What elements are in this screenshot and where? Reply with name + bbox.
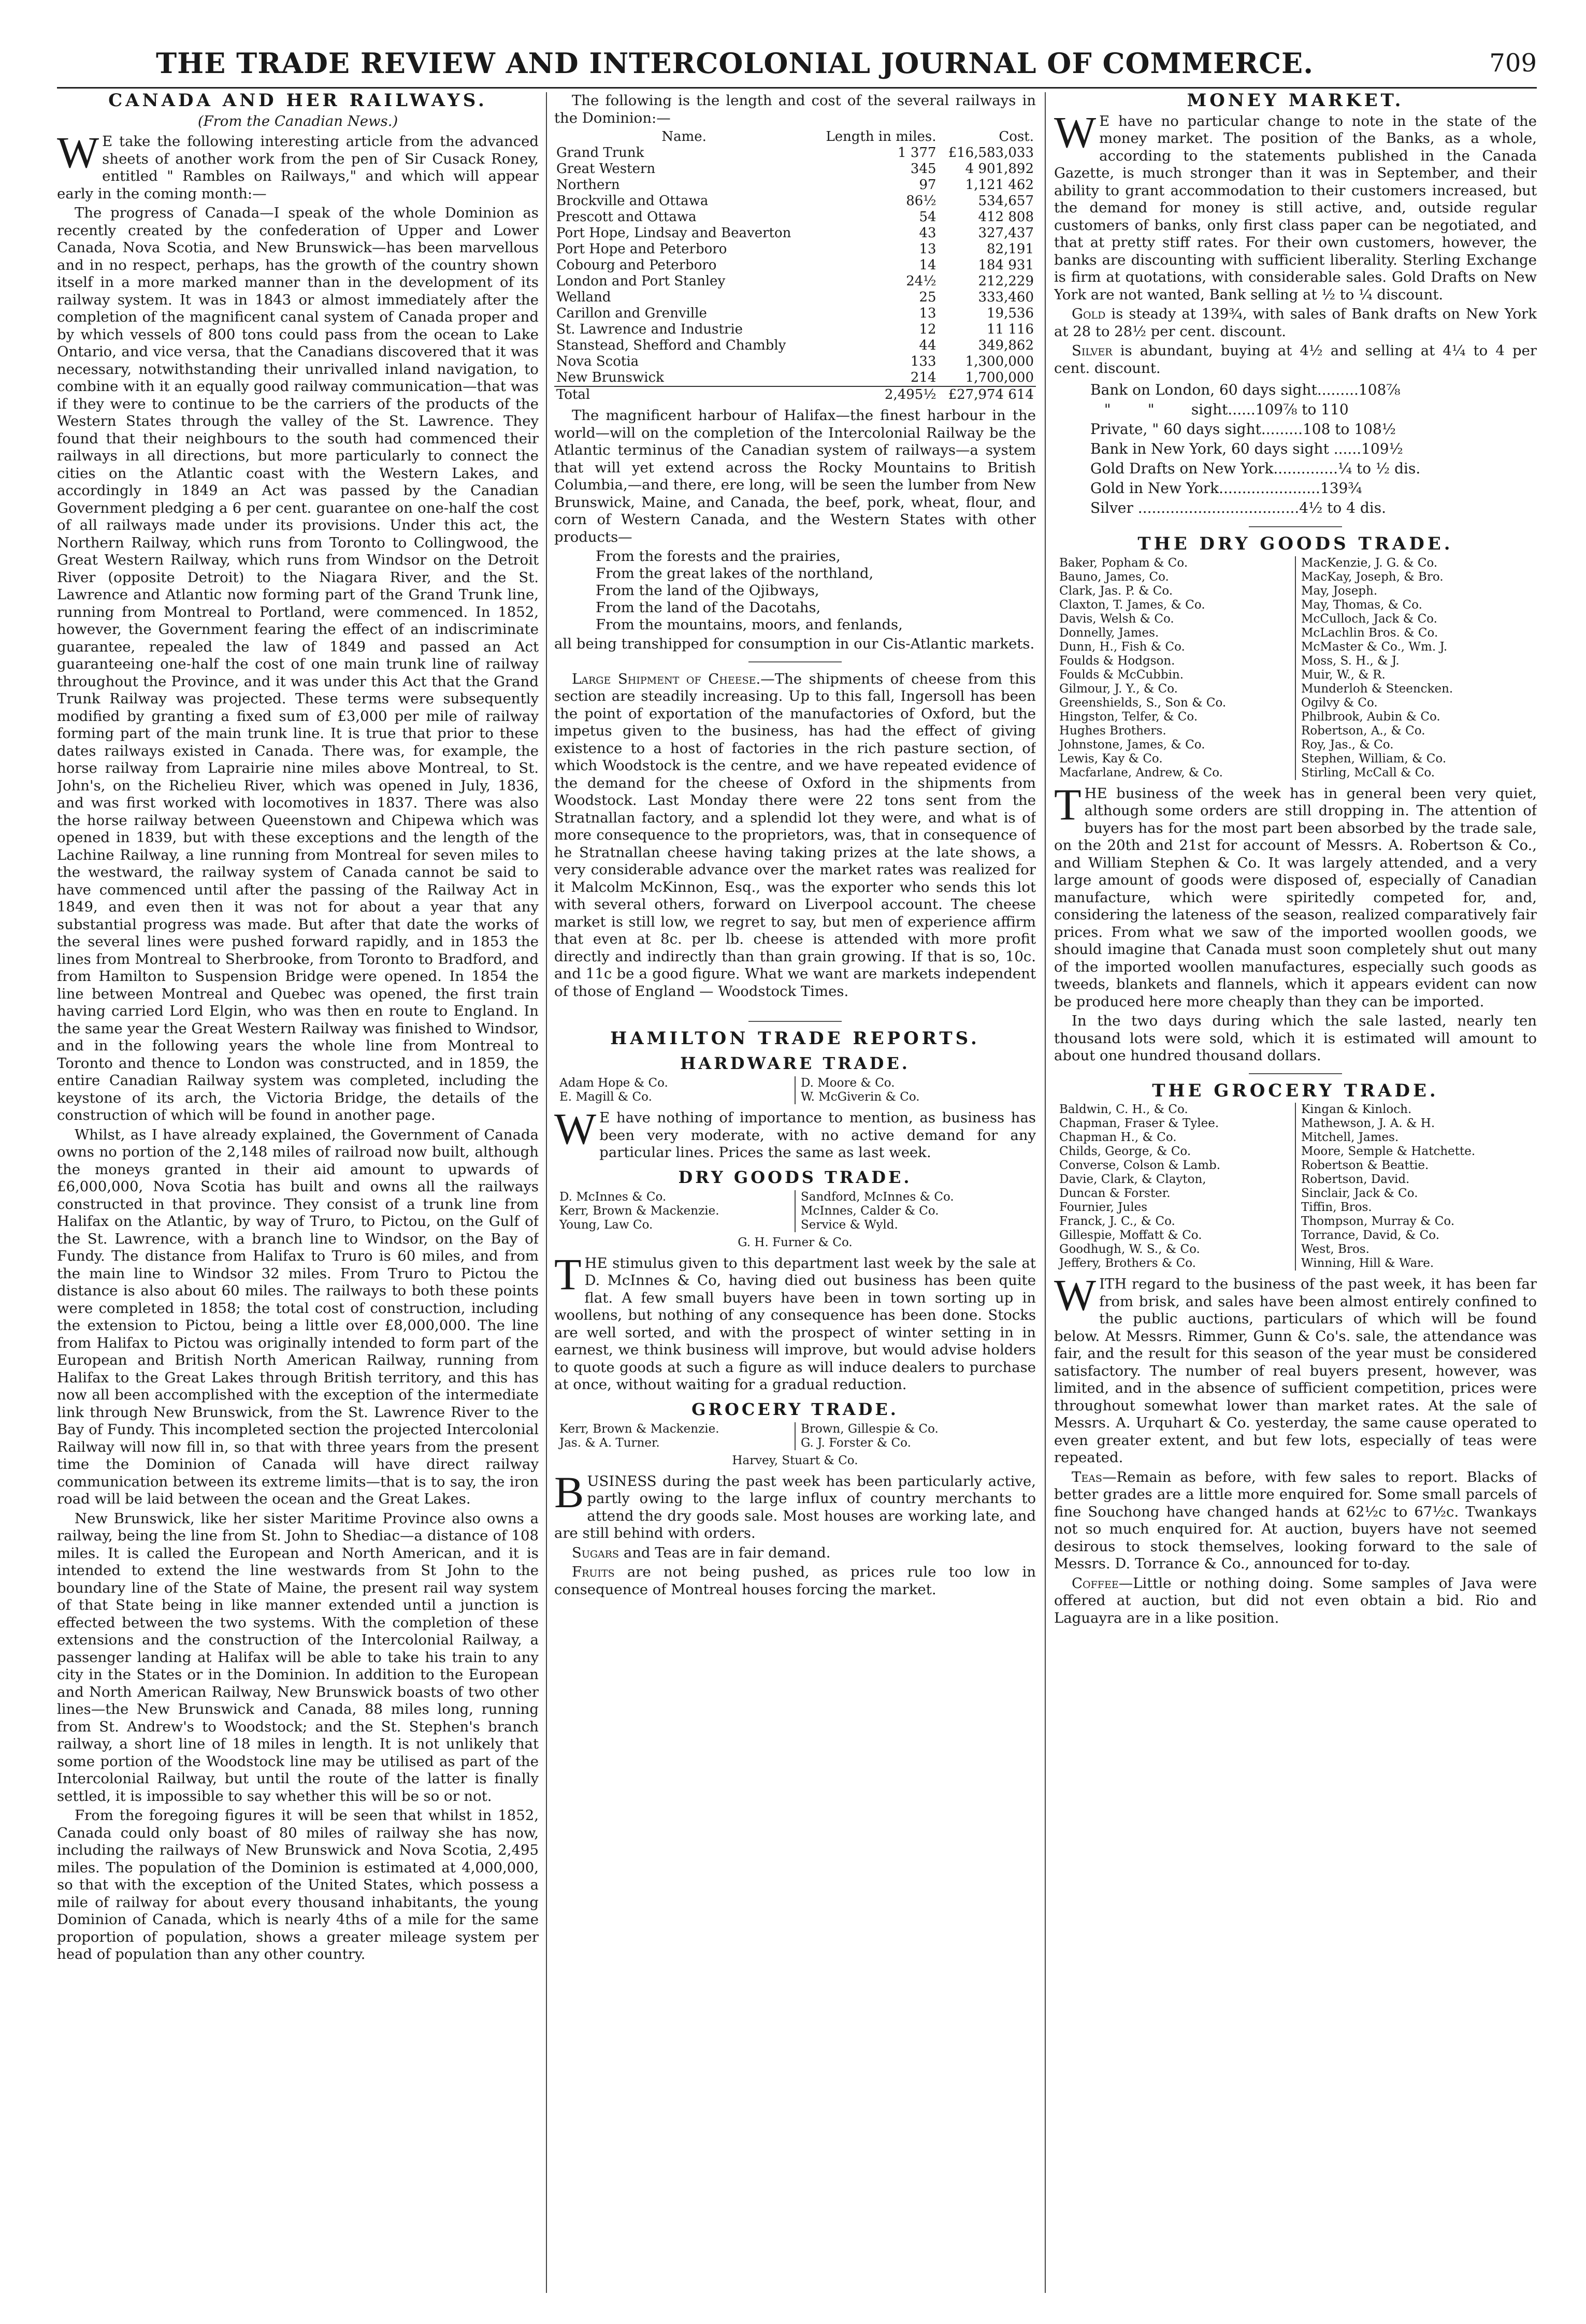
article-source: (From the Canadian News.): [197, 112, 398, 129]
firm-name: Clark, Jas. P. & Co.: [1059, 584, 1173, 598]
drop-cap: W: [554, 1104, 597, 1153]
hardware-title: HARDWARE TRADE.: [680, 1053, 910, 1073]
firm-name: MacKenzie, J. G. & Co.: [1301, 556, 1438, 570]
article-paragraph: Teas—Remain as before, with few sales to report. Blacks of better grades are a little more enquired for. Some small parcels of fine Souchong have changed hands at 62½c to 67½c. Twankays not so much enquired for. At auction, buyers have not seemed desirous to stock themselves, looking forward to the sale of Messrs. D. Torrance & Co., announced for to-day.: [1054, 1468, 1537, 1572]
firm-name: Jeffery, Brothers & Co.: [1059, 1257, 1196, 1270]
firm-name: Childs, George, & Co.: [1059, 1145, 1191, 1158]
poem-line: From the land of the Ojibways,: [596, 582, 819, 599]
journal-title: THE TRADE REVIEW AND INTERCOLONIAL JOURNAL OF COMMERCE.: [155, 47, 1314, 80]
article-title-canada-railways: CANADA AND HER RAILWAYS.: [108, 92, 487, 111]
firm-name: Kingan & Kinloch.: [1301, 1103, 1412, 1116]
firm-name: Bauno, James, Co.: [1059, 570, 1169, 584]
table-header: Cost.: [999, 129, 1034, 145]
table-row: Grand Trunk 1 377 £16,583,033: [556, 145, 1034, 161]
article-paragraph: Coffee—Little or nothing doing. Some samples of Java were offered at auction, but did not even obtain a bid. Rio and Laguayra are in a like position.: [1054, 1575, 1537, 1626]
table-row: Carillon and Grenville 13 19,536: [556, 306, 1034, 321]
firm-name: Sinclair, Jack & Co.: [1301, 1187, 1418, 1200]
firm-name: Hughes Brothers.: [1059, 724, 1166, 738]
firm-list-bottom: Harvey, Stuart & Co.: [732, 1454, 858, 1467]
firm-name: Dunn, H., Fish & Co.: [1059, 640, 1185, 654]
grocery-trade-title: THE GROCERY TRADE.: [1152, 1080, 1439, 1101]
article-paragraph: Whilst, as I have already explained, the Government of Canada owns no portion of the 2,148 miles of railroad now built, although the moneys granted in their aid amount to upwards of £6,000,000, Nova Scotia has built and owns all the railways constructed in that province. They consist of a trunk line from Halifax on the Atlantic, by way of Truro, to Pictou, on the Gulf of the St. Lawrence, with a branch line to Windsor, on the Bay of Fundy. The distance from Halifax to Truro is 60 miles, and from the main line to Windsor 32 miles. From Truro to Pictou the distance is also about 60 miles. The railways to both these points were completed in 1858; the total cost of construction, including the extension to Pictou, being a little over £8,000,000. The line from Halifax to Pictou was originally intended to form part of the European and British North American Railway, running from Halifax to the Great Lakes through British territory, and this has now all been accomplished with the exception of the intermediate link through New Brunswick, from the St. Lawrence River to the Bay of Fundy. This incompleted section the projected Intercolonial Railway will now fill in, so that with three years from the present time the Dominion of Canada will have direct railway communication between its extreme limits—that is to say, the iron road will be laid between the ocean and the Great Lakes.: [57, 1126, 539, 1507]
firm-name: Stephen, William, & Co.: [1301, 752, 1447, 766]
divider: [1249, 1073, 1342, 1074]
article-paragraph: Silver is abundant, buying at 4½ and selling at 4¼ to 4 per cent. discount.: [1054, 342, 1537, 377]
firm-name: Goodhugh, W. S., & Co.: [1059, 1243, 1200, 1256]
table-row: St. Lawrence and Industrie 12 11 116: [556, 322, 1034, 337]
table-header: Name.: [661, 129, 707, 145]
poem-line: From the great lakes of the northland,: [596, 565, 874, 582]
firm-name: Mitchell, James.: [1301, 1131, 1399, 1144]
article-paragraph: THE stimulus given to this department last week by the sale at D. McInnes & Co, having died out business has been quite flat. A few small buyers have been in town sorting up in woollens, but nothing of any consequence has been done. Stocks are well sorted, and with the prospect of winter setting in in earnest, we think business will improve, but would advise holders to quote goods at such a figure as will induce dealers to purchase at once, without waiting for a gradual reduction.: [554, 1249, 1036, 1393]
exchange-rates: Bank on London, 60 days sight.........108⅞ " " sight......109⅞ to 110 Private, " 60 days sight.........108 to 108½ Bank in New York, 60 days sight ......109½ Gold Drafts on New York..............¼ to ½ dis. Gold in New York......................139¾ Silver ...................................4½ to 4 dis.: [1090, 381, 1421, 516]
article-paragraph: New Brunswick, like her sister Maritime Province also owns a railway, being the line from St. John to Shediac—a distance of 108 miles. It is called the European and North American, and it is intended to extend the line westwards from St John to the boundary line of the State of Maine, the present rail way system of that State being in like manner extended until a junction is effected between the two systems. With the completion of these extensions and the construction of the Intercolonial Railway, a passenger landing at Halifax will be able to take his train to any city in the States or in the Dominion. In addition to the European and North American Railway, New Brunswick boasts of two other lines—the New Brunswick and Canada, 88 miles long, running from St. Andrew's to Woodstock; and the St. Stephen's branch railway, a short line of 18 miles in length. It is not unlikely that some portion of the Woodstock line may be utilised as part of the Intercolonial Railway, but until the route of the latter is finally settled, it is impossible to say whether this will be so or not.: [57, 1510, 539, 1805]
firm-name: Macfarlane, Andrew, & Co.: [1059, 766, 1223, 780]
firm-name: McCulloch, Jack & Co.: [1301, 612, 1437, 626]
divider: [748, 661, 842, 662]
firm-name: Duncan & Forster.: [1059, 1187, 1171, 1200]
drop-cap: T: [1054, 779, 1082, 829]
article-paragraph: WITH regard to the business of the past week, it has been far from brisk, and sales have been almost entirely confined to the public auctions, particulars of which will be found below. At Messrs. Rimmer, Gunn & Co's. sale, the attendance was fair, and the result for this season of the year must be considered satisfactory. The number of real buyers present, however, was limited, and in the absence of sufficient competition, prices were throughout somewhat lower than market rates. At the sale of Messrs. A. Urquhart & Co. yesterday, the same cause operated to even greater extent, and but few lots, especially of teas were repeated.: [1054, 1270, 1537, 1466]
dry-goods-trade-title: THE DRY GOODS TRADE.: [1137, 533, 1453, 554]
firm-name: West, Bros.: [1301, 1243, 1369, 1256]
firm-name: Moss, S. H., & J.: [1301, 654, 1400, 668]
article-paragraph: all being transhipped for consumption in our Cis-Atlantic markets.: [554, 636, 1035, 652]
firm-name: Robertson & Beattie.: [1301, 1159, 1429, 1172]
firm-name: Roy, Jas., & Co.: [1301, 738, 1394, 752]
firm-name: Hingston, Telfer, & Co.: [1059, 710, 1198, 724]
article-paragraph: BUSINESS during the past week has been particularly active, partly owing to the large influx of country merchants to attend the dry goods sale. Most houses are working late, and are still behind with orders.: [554, 1467, 1036, 1541]
firm-name: Davie, Clark, & Clayton,: [1059, 1173, 1206, 1186]
firm-name: Johnstone, James, & Co.: [1059, 738, 1205, 752]
table-row: Nova Scotia 133 1,300,000: [556, 354, 1034, 369]
poem-line: From the mountains, moors, and fenlands,: [596, 616, 903, 633]
firm-name: Lewis, Kay & Co.: [1059, 752, 1163, 766]
firm-name: Muir, W., & R.: [1301, 668, 1386, 682]
drygoods-title: DRY GOODS TRADE.: [678, 1167, 912, 1187]
drop-cap: W: [1054, 1270, 1097, 1320]
firm-list: Kerr, Brown & Mackenzie. Jas. & A. Turner. Brown, Gillespie & Co. G. J. Forster & Co.: [554, 1422, 1036, 1450]
firm-name: MacKay, Joseph, & Bro.: [1301, 570, 1444, 584]
article-paragraph: The magnificent harbour of Halifax—the finest harbour in the world—will on the completion of the Intercolonial Railway be the Atlantic terminus of the Canadian system of railways—a system that will yet extend across the Rocky Mountains to British Columbia,—and there, ere long, will be seen the lumber from New Brunswick, Maine, and Canada, the beef, pork, wheat, flour, and corn of Western Canada, and the Western States with other products—: [554, 407, 1036, 545]
article-paragraph: From the foregoing figures it will be seen that whilst in 1852, Canada could only boast of 80 miles of railway she has now, including the railways of New Brunswick and Nova Scotia, 2,495 miles. The population of the Dominion is estimated at 4,000,000, so that with the exception of the United States, which possess a mile of railway for about every thousand inhabitants, the young Dominion of Canada, which is nearly 4ths of a mile for the same proportion of population, shows a greater mileage system per head of population than any other country.: [57, 1807, 539, 1962]
firm-name: Gillespie, Moffatt & Co.: [1059, 1229, 1202, 1242]
hamilton-title: HAMILTON TRADE REPORTS.: [610, 1028, 980, 1049]
firm-name: Thompson, Murray & Co.: [1301, 1215, 1455, 1228]
firm-name: Robertson, David.: [1301, 1173, 1410, 1186]
firm-name: Munderloh & Steencken.: [1301, 682, 1453, 696]
table-row: Port Hope and Peterboro 13 82,191: [556, 241, 1034, 257]
firm-list-bottom: G. H. Furner & Co.: [738, 1236, 853, 1249]
drop-cap: T: [554, 1249, 582, 1299]
table-row: Brockville and Ottawa 86½ 534,657: [556, 193, 1034, 209]
masthead: [57, 47, 1537, 89]
firm-name: Stirling, McCall & Co.: [1301, 766, 1435, 780]
firm-name: Baldwin, C. H., & Co.: [1059, 1103, 1188, 1116]
firm-name: Tiffin, Bros.: [1301, 1201, 1372, 1214]
firm-list: D. McInnes & Co. Kerr, Brown & Mackenzie. Young, Law Co. Sandford, McInnes & Co. McInnes, Calder & Co. Service & Wyld.: [554, 1190, 1036, 1232]
column-3: [1054, 92, 1537, 2293]
grocery-title: GROCERY TRADE.: [691, 1399, 899, 1419]
firm-name: Claxton, T. James, & Co.: [1059, 598, 1205, 612]
drop-cap: W: [57, 127, 99, 177]
table-row: Cobourg and Peterboro 14 184 931: [556, 257, 1034, 273]
column-rule: [1045, 92, 1046, 2293]
firm-name: Torrance, David, & Co.: [1301, 1229, 1440, 1242]
article-paragraph: W E take the following interesting article from the advanced sheets of another work from the pen of Sir Cusack Roney, entitled " Rambles on Railways," and which will appear early in the coming month:—: [57, 127, 539, 202]
firm-name: Robertson, A., & Co.: [1301, 724, 1425, 738]
railway-table: [554, 129, 1036, 403]
table-row: Port Hope, Lindsay and Beaverton 43 327,437: [556, 225, 1034, 241]
firm-name: McLachlin Bros. & Co.: [1301, 626, 1438, 640]
firm-name: Gilmour, J. Y., & Co.: [1059, 682, 1178, 696]
divider: [1249, 526, 1342, 527]
article-paragraph: In the two days during which the sale lasted, nearly ten thousand lots were sold, which it is estimated will amount to about one hundred thousand dollars.: [1054, 1013, 1537, 1064]
article-paragraph: The progress of Canada—I speak of the whole Dominion as recently created by the confederation of Upper and Lower Canada, Nova Scotia, and New Brunswick—has been marvellous and in no respect, perhaps, has the growth of the country shown itself in a more marked manner than in the development of its railway system. It was in 1843 or almost immediately after the completion of the magnificent canal system of Canada proper and by which vessels of 800 tons could pass from the ocean to Lake Ontario, and vice versa, that the Canadians discovered that it was necessary, notwithstanding their unrivalled inland navigation, to combine with it an equally good railway communication—that was if they were to continue to be the carriers of the products of the Western States through the valley of the St. Lawrence. They found that their neighbours to the south had commenced their railways in all directions, but more particularly to connect the cities on the Atlantic coast with the Western Lakes, and accordingly in 1849 an Act was passed by the Canadian Government pledging a 6 per cent. guarantee on one-half the cost of all railways made under its provisions. Under this act, the Northern Railway, which runs from Toronto to Collingwood, the Great Western Railway, which runs from Windsor on the Detroit River (opposite Detroit) to the Niagara River, and the St. Lawrence and Atlantic now forming part of the Grand Trunk line, running from Montreal to Portland, were commenced. In 1852, however, the Government fearing the effect of an indiscriminate guarantee, repealed the law of 1849 and passed an Act guaranteeing one-half the cost of one main trunk line of railway throughout the Province, and it was under this Act that the Grand Trunk Railway was projected. These terms were subsequently modified by granting a fixed sum of £3,000 per mile of railway forming part of the main trunk line. It is true that prior to these dates railways existed in Canada. There was, for example, the horse railway from Laprairie nine miles above Montreal, to St. John's, on the Richelieu River, which was opened in July, 1836, and was first worked with locomotives in 1837. There was also the horse railway between Queenstown and Chipewa which was opened in 1839, but with these exceptions and the length of the Lachine Railway, a line running from Montreal for seven miles to the westward, the railway system of Canada cannot be said to have commenced until after the passing of the Railway Act in 1849, and even then it was not for about a year that any substantial progress was made. But after that date the works of the several lines were pushed forward rapidly, and in 1853 the lines from Montreal to Sherbrooke, from Toronto to Bradford, and from Hamilton to Suspension Bridge were opened. In 1854 the line between Montreal and Quebec was opened, the first train having carried Lord Elgin, who was then en route to England. In the same year the Great Western Railway was finished to Windsor, and in the following years the whole line from Montreal to Toronto and thence to London was constructed, and in 1859, the entire Canadian Railway system was completed, including the keystone of its arch, the Victoria Bridge, the details of the construction of which will be found in another page.: [57, 205, 539, 1123]
firm-name: Winning, Hill & Ware.: [1301, 1257, 1434, 1270]
article-paragraph: The following is the length and cost of the several railways in the Dominion:—: [554, 92, 1036, 126]
table-total-row: Total 2,495½ £27,974 614: [554, 386, 1036, 403]
divider: [748, 1021, 842, 1022]
cheese-paragraph: Large Shipment of Cheese.—The shipments of cheese from this section are steadily increasing. Up to this fall, Ingersoll has been the point of exportation of the manufactories of Oxford, but the impetus given to the business, has had the effect of giving existence to a host of factories in the rich pasture section, of which Woodstock is the centre, and we have repeated evidence of the demand for the cheese of Oxford in the shipments from Woodstock. Last Monday there were 22 tons sent from the Stratnallan factory, and a splendid lot they were, and what is of more consequence to the proprietors, was, that in consequence of he Stratnallan cheese having taking prizes at the late shows, a very considerable advance over the market rates was realized for it Malcolm McKinnon, Esq., was the exporter who sends this lot with several others, forward on Liverpool account. The cheese market is still low, we regret to say, but men of experience affirm that even at 8c. per lb. cheese is attended with more profit directly and indirectly than than grain growing. If that is so, 10c. and 11c be a good figure. What we want are markets independent of those of England — Woodstock Times.: [554, 670, 1036, 1000]
firm-name: Moore, Semple & Hatchette.: [1301, 1145, 1476, 1158]
firm-name: Chapman H., & Co.: [1059, 1131, 1177, 1144]
firm-name: Philbrook, Aubin & Co.: [1301, 710, 1440, 724]
firm-name: Foulds & Hodgson.: [1059, 654, 1175, 668]
table-row: New Brunswick 214 1,700,000: [556, 370, 1034, 385]
firm-name: May, Thomas, & Co.: [1301, 598, 1422, 612]
firm-name: Converse, Colson & Lamb.: [1059, 1159, 1221, 1172]
column-1: [57, 92, 539, 2293]
article-paragraph: THE business of the week has in general been very quiet, although some orders are still dropping in. The attention of buyers has for the most part been absorbed by the trade sale, on the 20th and 21st for account of Messrs. A. Robertson & Co., and William Stephen & Co. It was largely attended, and a very large amount of goods were disposed of, especially of Canadian manufacture, which were spiritedly competed for, and, considering the lateness of the season, realized comparatively fair prices. From what we saw of the imported woollen goods, we should imagine that Canada must soon completely shut out many of the imported woollen manufactures, especially such goods as tweeds, blankets and flannels, which it appears evident can now be produced here more cheaply than they can be imported.: [1054, 779, 1537, 1010]
firm-list: Adam Hope & Co. E. Magill & Co. D. Moore & Co. W. McGiverin & Co.: [554, 1076, 1036, 1104]
firm-name: Ogilvy & Co.: [1301, 696, 1378, 710]
firm-name: Franck, J. C., & Co.: [1059, 1215, 1175, 1228]
column-2: [554, 92, 1036, 2293]
table-header: Length in miles.: [826, 129, 936, 145]
firm-name: Chapman, Fraser & Tylee.: [1059, 1117, 1219, 1130]
drop-cap: W: [1054, 107, 1097, 157]
poem-quote: [554, 548, 1036, 633]
article-paragraph: Gold is steady at 139¾, with sales of Bank drafts on New York at 28 to 28½ per cent. discount.: [1054, 306, 1537, 340]
article-paragraph: Fruits are not being pushed, as prices rule too low in consequence of Montreal houses forcing the market.: [554, 1564, 1036, 1598]
firm-name: Donnelly, James.: [1059, 626, 1159, 640]
column-rule: [546, 92, 547, 2293]
money-market-title: MONEY MARKET.: [1187, 92, 1404, 111]
columns: [57, 92, 1537, 2293]
article-paragraph: W E have no particular change to note in the state of the money market. The position of the Banks, as a whole, according to the statements published in the Canada Gazette, is much stronger than it was in September, and their ability to grant accommodation to their customers increased, but the demand for money is still active, and, outside regular customers of banks, only first class paper can be negotiated, and that at pretty stiff rates. For their own customers, however, the banks are discounting with sufficient liberality. Sterling Exchange is firm at quotations, with considerable sales. Gold Drafts on New York are not wanted, Bank selling at ½ to ¼ discount.: [1054, 107, 1537, 303]
firm-name: Greenshields, S., Son & Co.: [1059, 696, 1227, 710]
drop-cap: B: [554, 1467, 584, 1517]
poem-line: From the forests and the prairies,: [596, 548, 841, 565]
table-row: Stanstead, Shefford and Chambly 44 349,862: [556, 338, 1034, 353]
table-row: Northern 97 1,121 462: [556, 177, 1034, 193]
firm-list: [1054, 556, 1537, 780]
firm-name: Foulds & McCubbin.: [1059, 668, 1184, 682]
article-paragraph: W E have nothing of importance to mention, as business has been very moderate, with no active demand for any particular lines. Prices the same as last week.: [554, 1104, 1036, 1161]
table-row: London and Port Stanley 24½ 212,229: [556, 273, 1034, 289]
firm-name: Davis, Welsh & Co.: [1059, 612, 1174, 626]
page-number: 709: [1489, 49, 1537, 78]
firm-name: Baker, Popham & Co.: [1059, 556, 1188, 570]
article-paragraph: Sugars and Teas are in fair demand.: [572, 1544, 831, 1561]
poem-line: From the land of the Dacotahs,: [596, 599, 821, 616]
firm-name: Mathewson, J. A. & H.: [1301, 1117, 1435, 1130]
table-row: Great Western 345 4 901,892: [556, 161, 1034, 177]
firm-list: [1054, 1103, 1537, 1271]
firm-name: May, Joseph.: [1301, 584, 1378, 598]
firm-name: McMaster & Co., Wm. J.: [1301, 640, 1448, 654]
table-row: Prescott and Ottawa 54 412 808: [556, 209, 1034, 225]
table-row: Welland 25 333,460: [556, 290, 1034, 305]
firm-name: Fournier, Jules: [1059, 1201, 1148, 1214]
